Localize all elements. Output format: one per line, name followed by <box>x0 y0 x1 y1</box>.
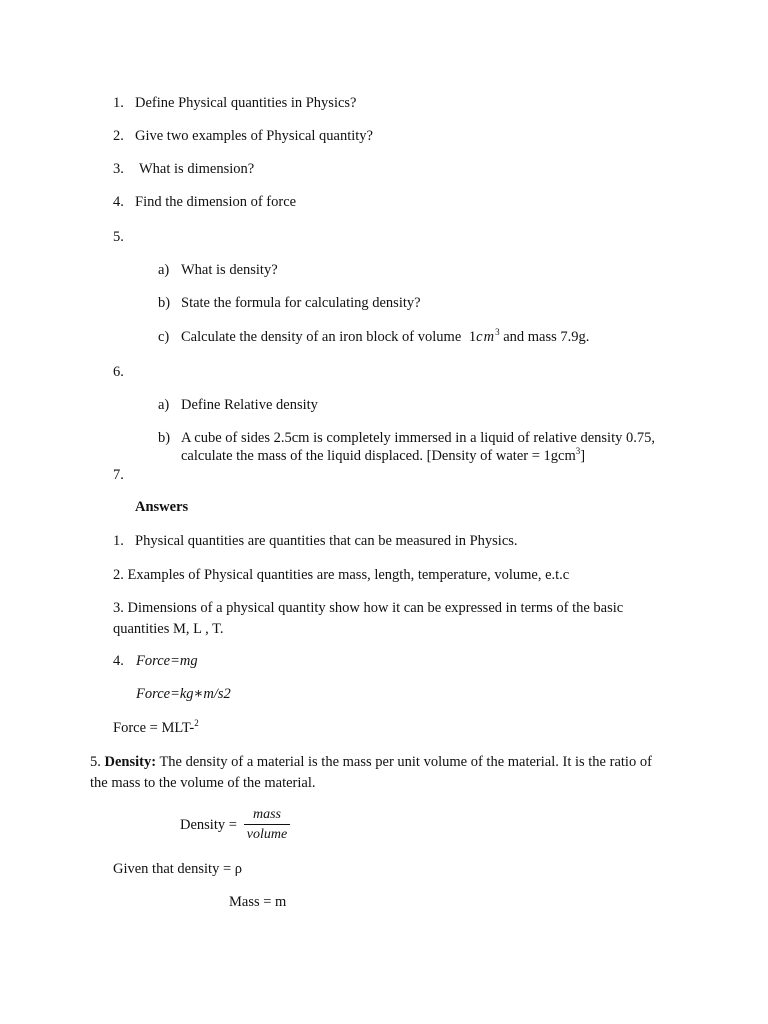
question-text: Give two examples of Physical quantity? <box>135 128 373 144</box>
sub-text: Define Relative density <box>181 397 318 413</box>
question-3 <box>113 160 255 178</box>
sub-text-line2-end: ] <box>580 448 586 464</box>
volume-unit: cm <box>476 329 496 345</box>
sub-text: State the formula for calculating density? <box>181 295 421 311</box>
answers-heading <box>135 498 188 516</box>
question-5-number: 5. <box>113 229 124 245</box>
answer-3-line1: 3. Dimensions of a physical quantity show how it can be expressed in terms of the basic <box>113 600 624 616</box>
question-text: Find the dimension of force <box>135 194 297 210</box>
answer-number: 5. <box>90 754 101 770</box>
question-5a <box>158 261 278 279</box>
question-5c <box>158 327 590 346</box>
force-dimension-exponent: 2 <box>194 718 199 728</box>
sub-label: b) <box>158 295 171 311</box>
force-equation-3 <box>113 719 199 737</box>
sub-label: a) <box>158 397 170 413</box>
answer-number: 1. <box>113 533 124 549</box>
answer-4 <box>113 652 198 670</box>
force-equation-1: Force=mg <box>136 653 198 669</box>
question-6a <box>158 396 318 414</box>
question-6b <box>158 429 655 447</box>
force-equation-2: Force=kg∗m/s2 <box>136 686 231 702</box>
sub-text-line1: A cube of sides 2.5cm is completely immersed in a liquid of relative density 0.75, <box>181 430 655 446</box>
volume-value: 1 <box>468 329 477 345</box>
sub-text-end: and mass 7.9g. <box>503 329 590 345</box>
question-2 <box>113 127 373 145</box>
answer-number: 4. <box>113 653 124 669</box>
question-number: 3. <box>113 161 124 177</box>
answers-heading-text: Answers <box>135 499 189 515</box>
question-5b <box>158 294 421 312</box>
answer-1 <box>113 532 518 550</box>
question-text: What is dimension? <box>139 161 255 177</box>
water-density-exponent: 3 <box>575 446 581 456</box>
sub-text-start: Calculate the density of an iron block of volume <box>181 329 462 345</box>
given-density: Given that density = ρ <box>113 861 242 877</box>
sub-label: a) <box>158 262 170 278</box>
question-number: 1. <box>113 95 124 111</box>
question-number: 4. <box>113 194 124 210</box>
answer-2: 2. Examples of Physical quantities are mass, length, temperature, volume, e.t.c <box>113 567 570 583</box>
sub-label: b) <box>158 430 171 446</box>
sub-label: c) <box>158 329 170 345</box>
density-formula-fraction <box>244 806 290 843</box>
question-6-number: 6. <box>113 364 124 380</box>
question-text: Define Physical quantities in Physics? <box>135 95 357 111</box>
question-number: 2. <box>113 128 124 144</box>
answer-3-line2: quantities M, L , T. <box>113 621 224 637</box>
answer-5-line2: the mass to the volume of the material. <box>90 775 316 791</box>
fraction-bar <box>244 824 290 825</box>
question-7-number: 7. <box>113 467 124 483</box>
sub-text <box>181 328 589 346</box>
fraction-denominator: volume <box>246 827 288 842</box>
volume-exponent: 3 <box>495 327 500 337</box>
question-6b-line2 <box>181 447 585 465</box>
question-4 <box>113 193 297 211</box>
density-formula-lhs: Density = <box>180 817 237 833</box>
question-1 <box>113 94 357 112</box>
sub-text-line2: calculate the mass of the liquid displaced. [Density of water = 1gcm <box>181 448 576 464</box>
sub-text: What is density? <box>181 262 278 278</box>
answer-5-line1 <box>90 753 652 771</box>
fraction-numerator: mass <box>252 807 281 822</box>
answer-text: Physical quantities are quantities that can be measured in Physics. <box>135 533 518 549</box>
density-term: Density: <box>104 754 157 770</box>
given-mass: Mass = m <box>229 894 287 910</box>
force-dimension: Force = MLT- <box>113 720 195 736</box>
density-definition: The density of a material is the mass per unit volume of the material. It is the ratio of <box>159 754 652 770</box>
